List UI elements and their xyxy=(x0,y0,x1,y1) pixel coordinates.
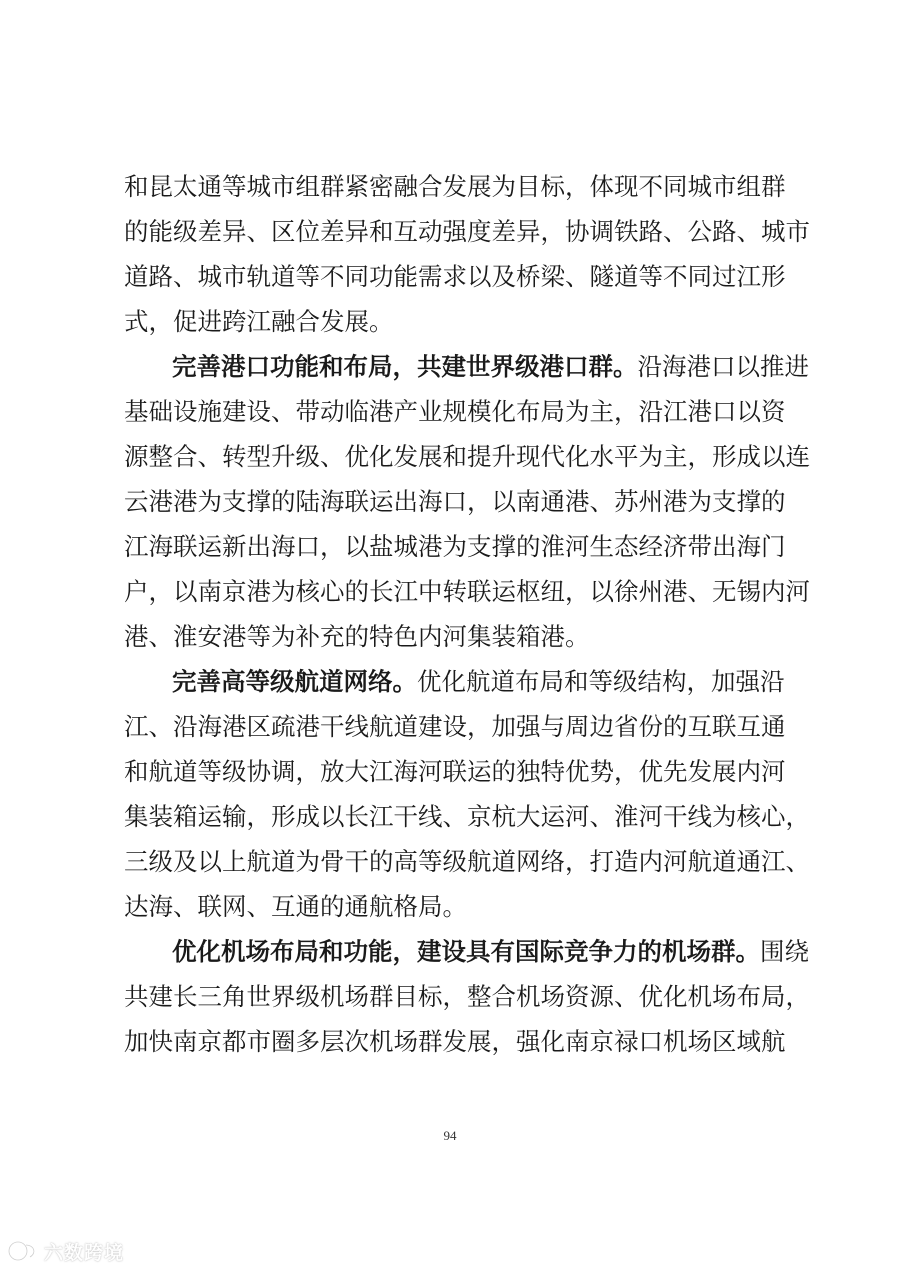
watermark xyxy=(6,1236,124,1266)
text-line: 港、淮安港等为补充的特色内河集装箱港。 xyxy=(124,622,590,651)
text-line: 云港港为支撑的陆海联运出海口，以南通港、苏州港为支撑的 xyxy=(124,487,786,516)
paragraph-heading-line: 完善港口功能和布局，共建世界级港口群。沿海港口以推进 xyxy=(172,352,809,381)
watermark-text: 六数跨境 xyxy=(44,1241,125,1264)
text-line: 和昆太通等城市组群紧密融合发展为目标，体现不同城市组群 xyxy=(124,172,786,201)
text-line: 户，以南京港为核心的长江中转联运枢纽，以徐州港、无锡内河 xyxy=(124,577,810,606)
paragraph-heading: 完善高等级航道网络。 xyxy=(172,667,417,696)
text-line: 三级及以上航道为骨干的高等级航道网络，打造内河航道通江、 xyxy=(124,847,810,876)
text-line: 江海联运新出海口，以盐城港为支撑的淮河生态经济带出海门 xyxy=(124,532,786,561)
page-number: 94 xyxy=(443,1128,457,1143)
paragraph-heading-line: 完善高等级航道网络。优化航道布局和等级结构，加强沿 xyxy=(172,667,785,696)
text-line: 加快南京都市圈多层次机场群发展，强化南京禄口机场区域航 xyxy=(124,1027,786,1056)
logo-icon xyxy=(6,1239,40,1263)
text-line: 江、沿海港区疏港干线航道建设，加强与周边省份的互联互通 xyxy=(124,712,786,741)
text-line: 源整合、转型升级、优化发展和提升现代化水平为主，形成以连 xyxy=(124,442,810,471)
text-line: 共建长三角世界级机场群目标，整合机场资源、优化机场布局， xyxy=(124,982,810,1011)
text-line: 和航道等级协调，放大江海河联运的独特优势，优先发展内河 xyxy=(124,757,786,786)
text-line: 基础设施建设、带动临港产业规模化布局为主，沿江港口以资 xyxy=(124,397,786,426)
text-line: 集装箱运输，形成以长江干线、京杭大运河、淮河干线为核心， xyxy=(124,802,810,831)
paragraph-heading-line: 优化机场布局和功能，建设具有国际竞争力的机场群。围绕 xyxy=(172,937,809,966)
text-line: 达海、联网、互通的通航格局。 xyxy=(124,892,467,921)
text-line: 道路、城市轨道等不同功能需求以及桥梁、隧道等不同过江形 xyxy=(124,262,786,291)
paragraph-heading: 完善港口功能和布局，共建世界级港口群。 xyxy=(172,352,638,381)
text-line: 式，促进跨江融合发展。 xyxy=(124,307,394,336)
text-line: 的能级差异、区位差异和互动强度差异，协调铁路、公路、城市 xyxy=(124,217,810,246)
paragraph-heading: 优化机场布局和功能，建设具有国际竞争力的机场群。 xyxy=(172,937,760,966)
